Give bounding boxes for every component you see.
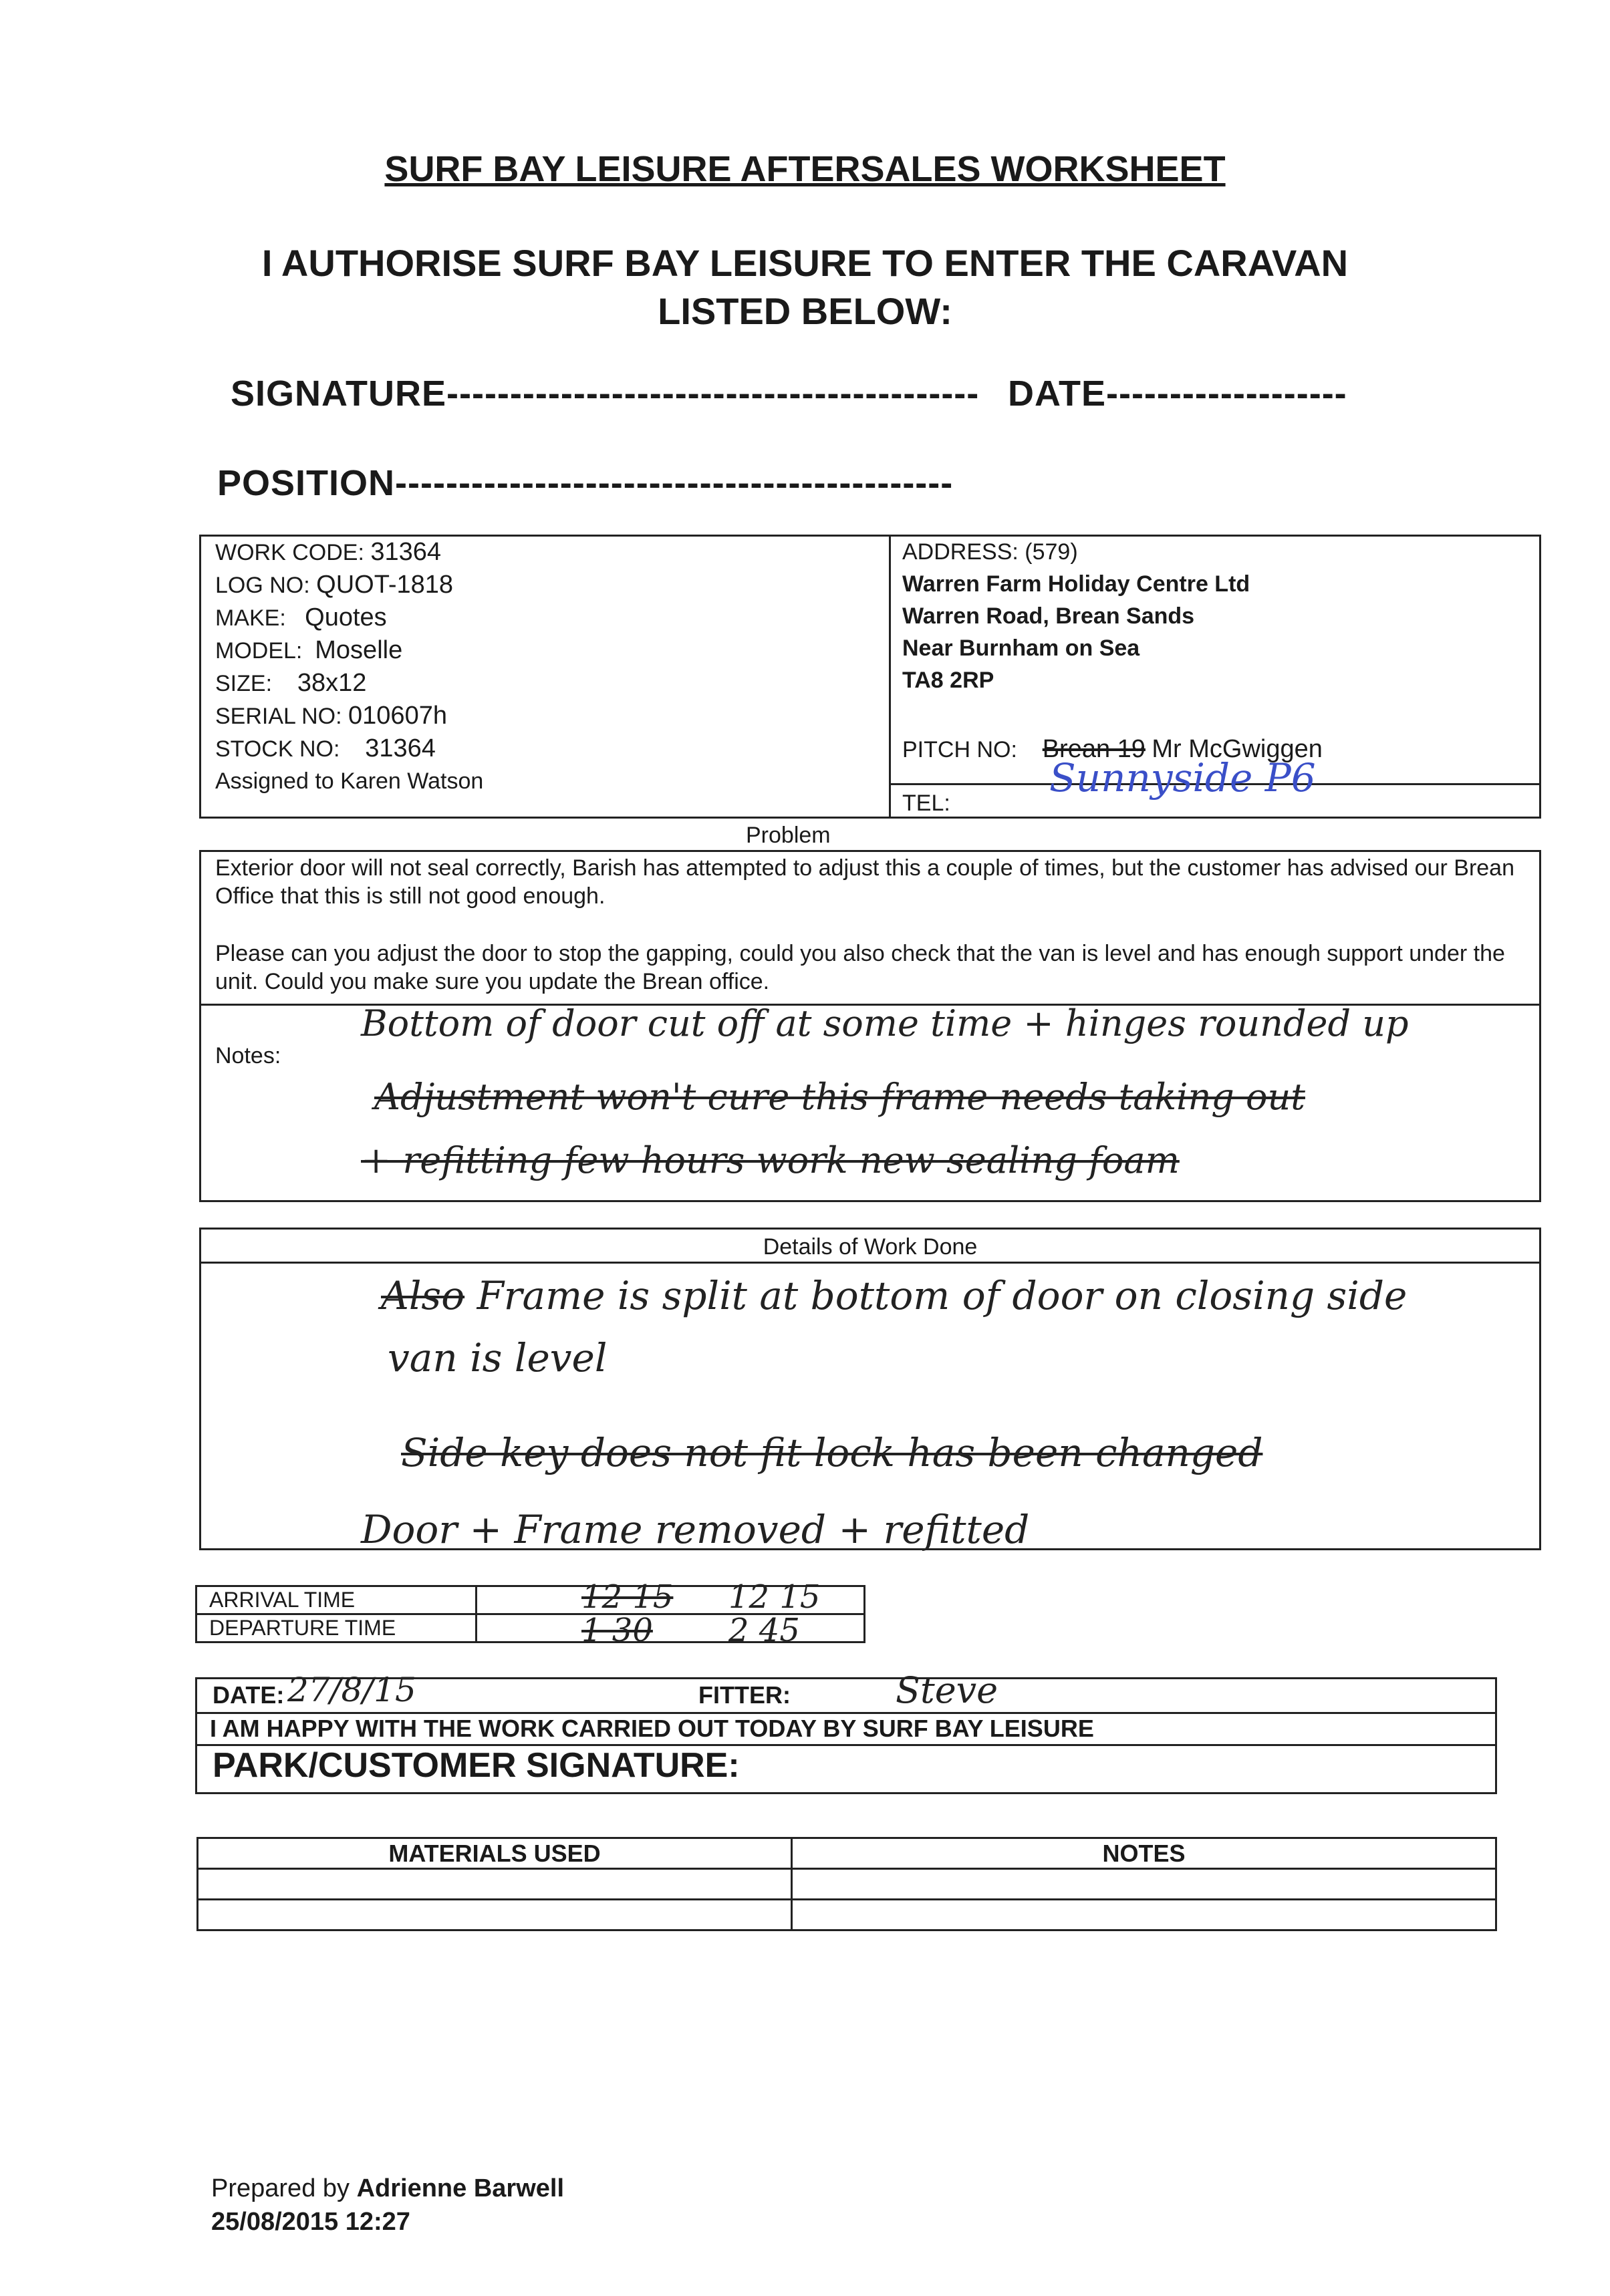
signoff-divider-1 xyxy=(195,1712,1497,1714)
materials-header-row xyxy=(198,1838,1496,1869)
address-details xyxy=(902,536,1250,696)
prepared-timestamp: 25/08/2015 12:27 xyxy=(211,2208,410,2236)
pitch-struck-value: Brean 19 xyxy=(1042,735,1146,763)
address-line-1: Warren Farm Holiday Centre Ltd xyxy=(902,571,1250,597)
signoff-date-value: 27/8/15 xyxy=(287,1671,416,1709)
happy-statement: I AM HAPPY WITH THE WORK CARRIED OUT TODAY BY SURF BAY LEISURE xyxy=(210,1715,1094,1742)
work-done-handwritten-line-3: Side key does not fit lock has been changed xyxy=(401,1430,1263,1475)
prepared-by-label: Prepared by xyxy=(211,2174,350,2202)
make-row xyxy=(215,601,483,634)
work-code-value: 31364 xyxy=(370,538,442,566)
stock-row xyxy=(215,732,483,765)
serial-row xyxy=(215,700,483,732)
authorisation-statement xyxy=(0,239,1610,335)
size-label: SIZE: xyxy=(215,671,273,696)
arrival-value: 12 15 xyxy=(728,1578,821,1616)
work-done-line-1-text: Frame is split at bottom of door on closing side xyxy=(477,1273,1407,1318)
model-value: Moselle xyxy=(315,636,403,664)
park-customer-signature-label: PARK/CUSTOMER SIGNATURE: xyxy=(213,1746,740,1785)
notes-label: Notes: xyxy=(215,1043,281,1068)
model-row xyxy=(215,634,483,667)
fitter-value: Steve xyxy=(896,1669,998,1711)
size-value: 38x12 xyxy=(297,669,367,697)
departure-value: 2 45 xyxy=(728,1612,800,1649)
signoff-date-label: DATE: xyxy=(213,1681,285,1709)
problem-paragraph-2: Please can you adjust the door to stop the gapping, could you also check that the van is level and has enough support under the unit. Could you make sure you update the Brean office. xyxy=(215,941,1505,994)
log-no-label: LOG NO: xyxy=(215,573,310,598)
make-label: MAKE: xyxy=(215,605,286,631)
make-value: Quotes xyxy=(305,603,387,631)
worksheet-title: SURF BAY LEISURE AFTERSALES WORKSHEET xyxy=(384,149,1226,189)
fitter-label: FITTER: xyxy=(698,1681,791,1709)
authorisation-line-2: LISTED BELOW: xyxy=(658,290,952,332)
departure-cell xyxy=(477,1614,865,1642)
authorisation-line-1: I AUTHORISE SURF BAY LEISURE TO ENTER THE CARAVAN xyxy=(261,242,1349,284)
pitch-handwritten: Sunnyside P6 xyxy=(1049,755,1316,801)
materials-notes-cell xyxy=(792,1869,1496,1900)
pitch-value: Mr McGwiggen xyxy=(1152,735,1323,763)
work-done-handwritten-line-1 xyxy=(381,1273,1407,1318)
materials-cell xyxy=(198,1869,792,1900)
model-label: MODEL: xyxy=(215,638,303,664)
notes-handwritten-line-1: Bottom of door cut off at some time + hinges rounded up xyxy=(361,1002,1409,1044)
problem-heading: Problem xyxy=(746,823,831,848)
materials-table xyxy=(196,1837,1497,1931)
serial-value: 010607h xyxy=(348,702,447,730)
materials-notes-cell xyxy=(792,1900,1496,1930)
materials-cell xyxy=(198,1900,792,1930)
work-code-row xyxy=(215,536,483,569)
address-line-2: Warren Road, Brean Sands xyxy=(902,603,1195,629)
prepared-by xyxy=(211,2172,564,2239)
serial-label: SERIAL NO: xyxy=(215,704,342,729)
job-details xyxy=(215,536,483,797)
tel-label: TEL: xyxy=(902,791,950,816)
materials-row xyxy=(198,1869,1496,1900)
materials-notes-heading: NOTES xyxy=(792,1838,1496,1869)
work-code-label: WORK CODE: xyxy=(215,540,364,565)
problem-paragraph-1: Exterior door will not seal correctly, Barish has attempted to adjust this a couple of times, but the customer has advised our Brean Office that this is still not good enough. xyxy=(215,855,1514,909)
arrival-label: ARRIVAL TIME xyxy=(196,1586,477,1614)
pitch-no-label: PITCH NO: xyxy=(902,737,1017,762)
notes-handwritten-line-2: Adjustment won't cure this frame needs taking out xyxy=(374,1076,1305,1118)
size-row xyxy=(215,667,483,700)
address-postcode: TA8 2RP xyxy=(902,668,994,693)
signature-field-label: SIGNATURE------------------------------------------ xyxy=(231,374,980,414)
materials-used-heading: MATERIALS USED xyxy=(198,1838,792,1869)
work-done-handwritten-line-2: van is level xyxy=(388,1335,608,1381)
notes-handwritten-line-3: + refitting few hours work new sealing foam xyxy=(361,1139,1180,1181)
work-done-heading: Details of Work Done xyxy=(763,1234,978,1260)
position-field-label: POSITION-------------------------------------------- xyxy=(217,463,954,503)
log-no-row xyxy=(215,569,483,601)
work-done-handwritten-line-4: Door + Frame removed + refitted xyxy=(361,1507,1030,1552)
arrival-struck-value: 12 15 xyxy=(581,1578,674,1616)
job-info-divider xyxy=(889,535,891,819)
problem-description xyxy=(215,854,1528,996)
materials-row xyxy=(198,1900,1496,1930)
stock-value: 31364 xyxy=(365,734,436,762)
date-field-label: DATE------------------- xyxy=(1008,374,1347,414)
address-line-3: Near Burnham on Sea xyxy=(902,635,1140,661)
departure-label: DEPARTURE TIME xyxy=(196,1614,477,1642)
stock-label: STOCK NO: xyxy=(215,736,340,762)
address-label: ADDRESS: (579) xyxy=(902,539,1078,565)
work-done-struck-word: Also xyxy=(381,1273,465,1318)
assigned-to: Assigned to Karen Watson xyxy=(215,768,484,794)
log-no-value: QUOT-1818 xyxy=(316,571,454,599)
departure-struck-value: 1 30 xyxy=(581,1612,653,1649)
prepared-by-name: Adrienne Barwell xyxy=(356,2174,564,2202)
prepared-by-row xyxy=(211,2172,564,2205)
